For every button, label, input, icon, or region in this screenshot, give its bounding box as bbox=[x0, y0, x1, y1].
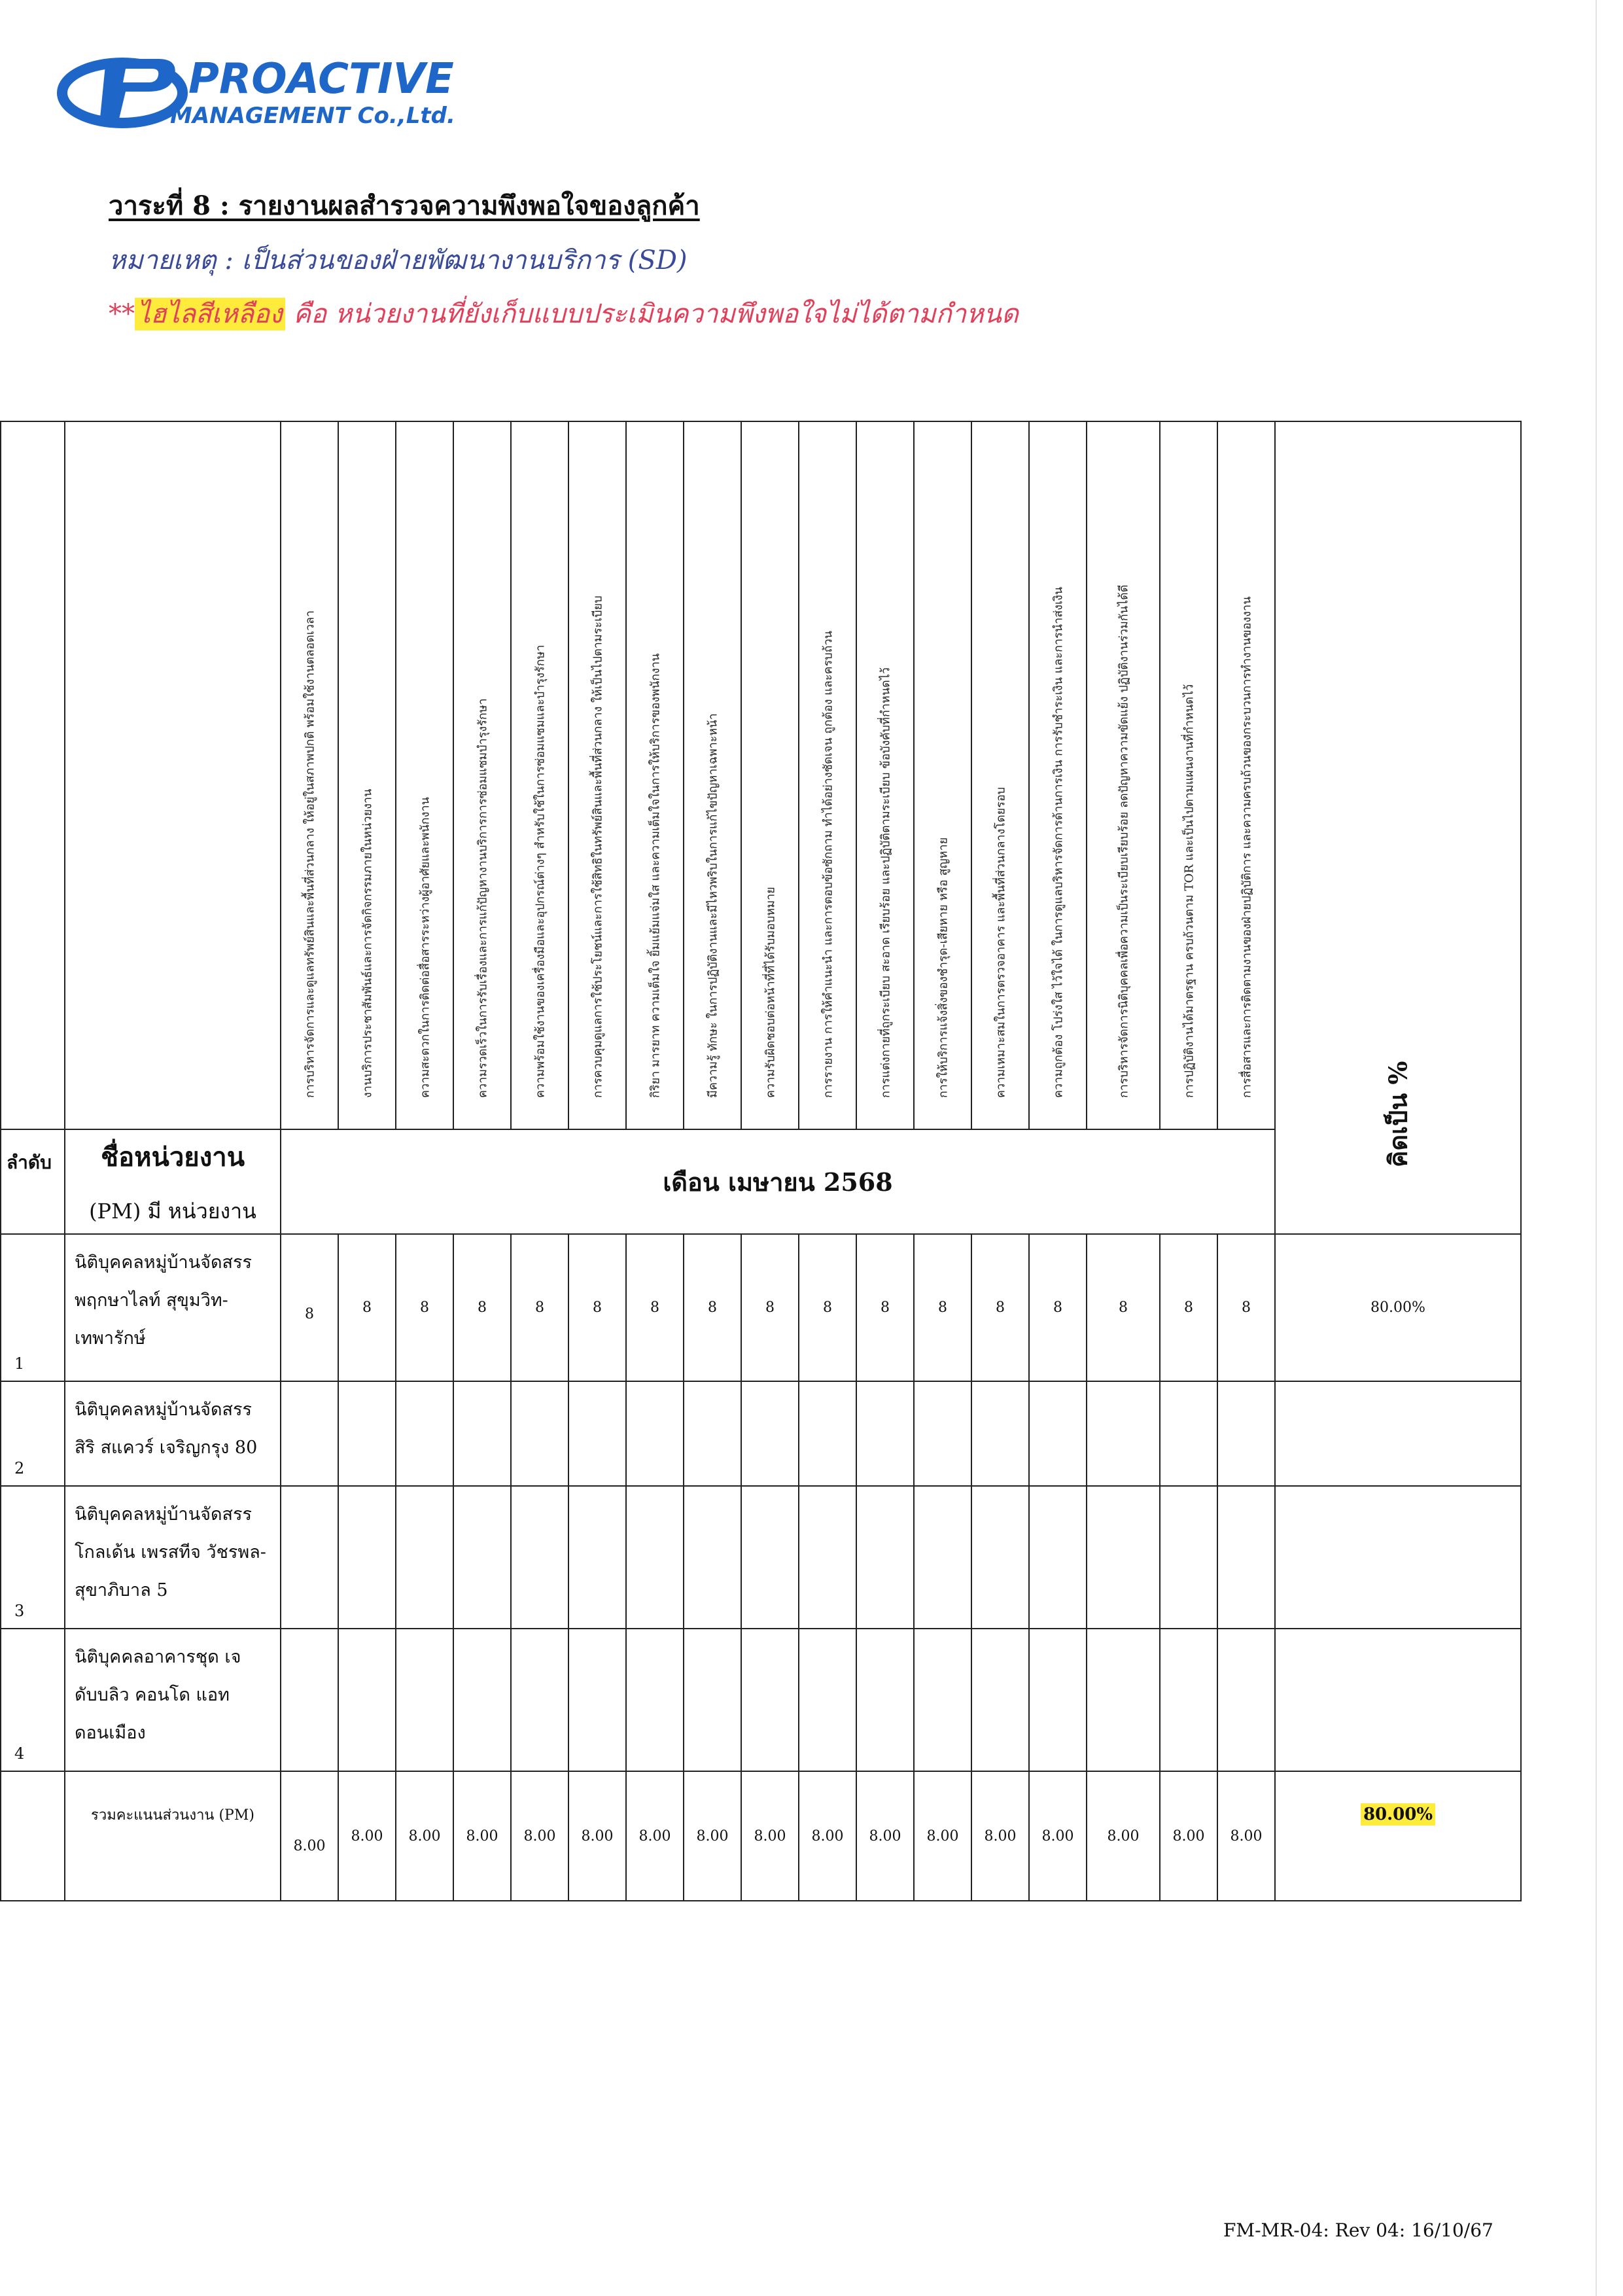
total-score-cell: 8.00 bbox=[684, 1771, 741, 1901]
total-score-cell: 8.00 bbox=[338, 1771, 396, 1901]
score-cell: 8 bbox=[568, 1234, 626, 1381]
score-cell: 8 bbox=[914, 1234, 971, 1381]
question-header-3: ความสะดวกในการติดต่อสื่อสารระหว่างผู้อาศัยและพนักงาน bbox=[396, 421, 453, 1129]
row-name bbox=[65, 1486, 281, 1629]
percent-cell: 80.00% bbox=[1275, 1234, 1521, 1381]
score-cell bbox=[684, 1381, 741, 1486]
score-cell: 8 bbox=[281, 1234, 338, 1381]
score-cell bbox=[511, 1381, 568, 1486]
row-name bbox=[65, 1381, 281, 1486]
score-cell bbox=[338, 1381, 396, 1486]
question-header-15: การบริหารจัดการนิติบุคคลเพื่อความเป็นระเบียบเรียบร้อย ลดปัญหาความขัดแย้ง ปฏิบัติงานร่วมกันได้ดี bbox=[1087, 421, 1160, 1129]
score-cell: 8 bbox=[511, 1234, 568, 1381]
score-cell: 8 bbox=[741, 1234, 799, 1381]
score-cell: 8 bbox=[1087, 1234, 1160, 1381]
name-header-sub: (PM) มี หน่วยงาน bbox=[89, 1198, 256, 1224]
question-header-4: ความรวดเร็วในการรับเรื่องและการแก้ปัญหางานบริการการซ่อมแซมบำรุงรักษา bbox=[453, 421, 511, 1129]
total-score-cell: 8.00 bbox=[1160, 1771, 1217, 1901]
score-cell bbox=[971, 1629, 1029, 1771]
score-cell bbox=[1217, 1629, 1275, 1771]
score-cell bbox=[971, 1381, 1029, 1486]
percent-header: คิดเป็น % bbox=[1275, 421, 1521, 1234]
total-seq-blank bbox=[1, 1771, 65, 1901]
score-cell: 8 bbox=[799, 1234, 856, 1381]
score-cell bbox=[799, 1381, 856, 1486]
score-cell bbox=[511, 1629, 568, 1771]
row-seq: 2 bbox=[1, 1381, 65, 1486]
question-header-16: การปฏิบัติงานได้มาตรฐาน ครบถ้วนตาม TOR และเป็นไปตามแผนงานที่กำหนดไว้ bbox=[1160, 421, 1217, 1129]
page-edge-line bbox=[1596, 0, 1623, 2296]
row-name-line: สิริ สแควร์ เจริญกรุง 80 bbox=[75, 1438, 258, 1458]
score-cell: 8 bbox=[1160, 1234, 1217, 1381]
score-cell: 8 bbox=[626, 1234, 684, 1381]
total-score-cell: 8.00 bbox=[511, 1771, 568, 1901]
score-cell bbox=[741, 1486, 799, 1629]
score-cell bbox=[626, 1381, 684, 1486]
table-row bbox=[1, 1629, 1521, 1771]
score-cell bbox=[1029, 1629, 1087, 1771]
score-cell: 8 bbox=[453, 1234, 511, 1381]
header-blank-name bbox=[65, 421, 281, 1129]
total-score-cell: 8.00 bbox=[281, 1771, 338, 1901]
score-cell bbox=[338, 1486, 396, 1629]
warning-highlight: ไฮไลสีเหลือง bbox=[135, 298, 285, 330]
satisfaction-table bbox=[0, 421, 1522, 1901]
score-cell bbox=[856, 1381, 914, 1486]
question-header-12: การให้บริการแจ้งสิ่งของชำรุด-เสียหาย หรือ สูญหาย bbox=[914, 421, 971, 1129]
score-cell bbox=[626, 1629, 684, 1771]
name-header bbox=[65, 1129, 281, 1234]
score-cell bbox=[568, 1486, 626, 1629]
question-header-11: การแต่งกายที่ถูกระเบียบ สะอาด เรียบร้อย และปฏิบัติตามระเบียบ ข้อบังคับที่กำหนดไว้ bbox=[856, 421, 914, 1129]
score-cell bbox=[799, 1486, 856, 1629]
name-header-title: ชื่อหน่วยงาน bbox=[100, 1141, 245, 1173]
question-header-2: งานบริการประชาสัมพันธ์และการจัดกิจกรรมภายในหน่วยงาน bbox=[338, 421, 396, 1129]
score-cell bbox=[396, 1381, 453, 1486]
score-cell: 8 bbox=[1217, 1234, 1275, 1381]
score-cell: 8 bbox=[684, 1234, 741, 1381]
total-score-cell: 8.00 bbox=[971, 1771, 1029, 1901]
form-code: FM-MR-04: Rev 04: 16/10/67 bbox=[1223, 2219, 1493, 2241]
row-name-line: นิติบุคคลหมู่บ้านจัดสรร bbox=[75, 1504, 252, 1525]
row-name-line: นิติบุคคลอาคารชุด เจ bbox=[75, 1647, 241, 1667]
score-cell bbox=[396, 1486, 453, 1629]
score-cell: 8 bbox=[396, 1234, 453, 1381]
total-score-cell: 8.00 bbox=[1087, 1771, 1160, 1901]
score-cell: 8 bbox=[1029, 1234, 1087, 1381]
total-label: รวมคะแนนส่วนงาน (PM) bbox=[65, 1771, 281, 1901]
score-cell bbox=[914, 1629, 971, 1771]
row-name bbox=[65, 1234, 281, 1381]
score-cell: 8 bbox=[971, 1234, 1029, 1381]
percent-cell bbox=[1275, 1629, 1521, 1771]
row-name-line: ดับบลิว คอนโด แอท bbox=[75, 1685, 230, 1705]
total-percent-cell bbox=[1275, 1771, 1521, 1901]
total-row bbox=[1, 1771, 1521, 1901]
question-header-13: ความเหมาะสมในการตรวจอาคาร และพื้นที่ส่วนกลางโดยรอบ bbox=[971, 421, 1029, 1129]
total-score-cell: 8.00 bbox=[1217, 1771, 1275, 1901]
warning-text bbox=[109, 292, 1019, 334]
score-cell: 8 bbox=[856, 1234, 914, 1381]
score-cell bbox=[511, 1486, 568, 1629]
question-header-7: กิริยา มารยาท ความเต็มใจ ยิ้มแย้มแจ่มใส และความเต็มใจในการให้บริการของพนักงาน bbox=[626, 421, 684, 1129]
month-header: เดือน เมษายน 2568 bbox=[281, 1129, 1275, 1234]
score-cell bbox=[1029, 1486, 1087, 1629]
total-score-cell: 8.00 bbox=[396, 1771, 453, 1901]
table-row bbox=[1, 1486, 1521, 1629]
row-seq: 1 bbox=[1, 1234, 65, 1381]
agenda-title: วาระที่ 8 : รายงานผลสำรวจความพึงพอใจของลูกค้า bbox=[109, 190, 700, 221]
question-header-9: ความรับผิดชอบต่อหน้าที่ที่ได้รับมอบหมาย bbox=[741, 421, 799, 1129]
question-header-6: การควบคุมดูแลการใช้ประโยชน์และการใช้สิทธิในทรัพย์สินและพื้นที่ส่วนกลาง ให้เป็นไปตามระเบียบ bbox=[568, 421, 626, 1129]
company-logo bbox=[60, 39, 455, 137]
question-header-10: การรายงาน การให้คำแนะนำ และการตอบข้อซักถาม ทำได้อย่างชัดเจน ถูกต้อง และครบถ้วน bbox=[799, 421, 856, 1129]
score-cell bbox=[741, 1381, 799, 1486]
score-cell bbox=[1160, 1381, 1217, 1486]
score-cell bbox=[1160, 1486, 1217, 1629]
score-cell bbox=[1087, 1629, 1160, 1771]
score-cell bbox=[1160, 1629, 1217, 1771]
total-score-cell: 8.00 bbox=[1029, 1771, 1087, 1901]
score-cell bbox=[396, 1629, 453, 1771]
row-name-line: ดอนเมือง bbox=[75, 1723, 146, 1743]
percent-cell bbox=[1275, 1486, 1521, 1629]
table-row bbox=[1, 1381, 1521, 1486]
score-cell bbox=[568, 1381, 626, 1486]
question-header-5: ความพร้อมใช้งานของเครื่องมือและอุปกรณ์ต่างๆ สำหรับใช้ในการซ่อมแซมและบำรุงรักษา bbox=[511, 421, 568, 1129]
score-cell bbox=[453, 1381, 511, 1486]
score-cell bbox=[626, 1486, 684, 1629]
row-name-line: นิติบุคคลหมู่บ้านจัดสรร bbox=[75, 1400, 252, 1420]
score-cell bbox=[1087, 1381, 1160, 1486]
total-score-cell: 8.00 bbox=[799, 1771, 856, 1901]
logo-line2: MANAGEMENT Co.,Ltd. bbox=[170, 103, 455, 129]
score-cell bbox=[799, 1629, 856, 1771]
score-cell bbox=[741, 1629, 799, 1771]
total-score-cell: 8.00 bbox=[856, 1771, 914, 1901]
warning-prefix: ** bbox=[109, 299, 135, 329]
score-cell bbox=[281, 1629, 338, 1771]
score-cell bbox=[914, 1486, 971, 1629]
total-score-cell: 8.00 bbox=[741, 1771, 799, 1901]
table-row bbox=[1, 1234, 1521, 1381]
question-header-8: มีความรู้ ทักษะ ในการปฏิบัติงานและมีไหวพริบในการแก้ไขปัญหาเฉพาะหน้า bbox=[684, 421, 741, 1129]
score-cell: 8 bbox=[338, 1234, 396, 1381]
question-header-14: ความถูกต้อง โปร่งใส ไว้ใจได้ ในการดูแลบริหารจัดการด้านการเงิน การรับชำระเงิน และการนำส่งเงิน bbox=[1029, 421, 1087, 1129]
question-header-1: การบริหารจัดการและดูแลทรัพย์สินและพื้นที่ส่วนกลาง ให้อยู่ในสภาพปกติ พร้อมใช้งานตลอดเวลา bbox=[281, 421, 338, 1129]
score-cell bbox=[1087, 1486, 1160, 1629]
question-header-17: การสื่อสารและการติดตามงานของฝ่ายปฏิบัติการ และความครบถ้วนของกระบวนการทำงานของงาน bbox=[1217, 421, 1275, 1129]
score-cell bbox=[453, 1629, 511, 1771]
score-cell bbox=[338, 1629, 396, 1771]
total-score-cell: 8.00 bbox=[914, 1771, 971, 1901]
row-name-line: นิติบุคคลหมู่บ้านจัดสรร bbox=[75, 1252, 252, 1273]
warning-body: คือ หน่วยงานที่ยังเก็บแบบประเมินความพึงพอใจไม่ได้ตามกำหนด bbox=[285, 299, 1019, 329]
score-cell bbox=[684, 1629, 741, 1771]
score-cell bbox=[1029, 1381, 1087, 1486]
row-name-line: เทพารักษ์ bbox=[75, 1328, 146, 1349]
header-blank-seq bbox=[1, 421, 65, 1129]
percent-cell bbox=[1275, 1381, 1521, 1486]
score-cell bbox=[971, 1486, 1029, 1629]
score-cell bbox=[568, 1629, 626, 1771]
total-percent: 80.00% bbox=[1361, 1803, 1435, 1826]
logo-line1: PROACTIVE bbox=[188, 55, 454, 103]
score-cell bbox=[1217, 1381, 1275, 1486]
row-seq: 4 bbox=[1, 1629, 65, 1771]
total-score-cell: 8.00 bbox=[453, 1771, 511, 1901]
score-cell bbox=[856, 1486, 914, 1629]
row-name-line: พฤกษาไลท์ สุขุมวิท- bbox=[75, 1290, 228, 1311]
row-name-line: สุขาภิบาล 5 bbox=[75, 1580, 168, 1600]
total-score-cell: 8.00 bbox=[568, 1771, 626, 1901]
score-cell bbox=[856, 1629, 914, 1771]
total-score-cell: 8.00 bbox=[626, 1771, 684, 1901]
score-cell bbox=[281, 1486, 338, 1629]
row-seq: 3 bbox=[1, 1486, 65, 1629]
seq-header: ลำดับ bbox=[1, 1129, 65, 1234]
score-cell bbox=[453, 1486, 511, 1629]
score-cell bbox=[684, 1486, 741, 1629]
score-cell bbox=[1217, 1486, 1275, 1629]
score-cell bbox=[914, 1381, 971, 1486]
row-name-line: โกลเด้น เพรสทีจ วัชรพล- bbox=[75, 1542, 266, 1563]
note-text: หมายเหตุ : เป็นส่วนของฝ่ายพัฒนางานบริการ (SD) bbox=[109, 245, 688, 275]
row-name bbox=[65, 1629, 281, 1771]
score-cell bbox=[281, 1381, 338, 1486]
